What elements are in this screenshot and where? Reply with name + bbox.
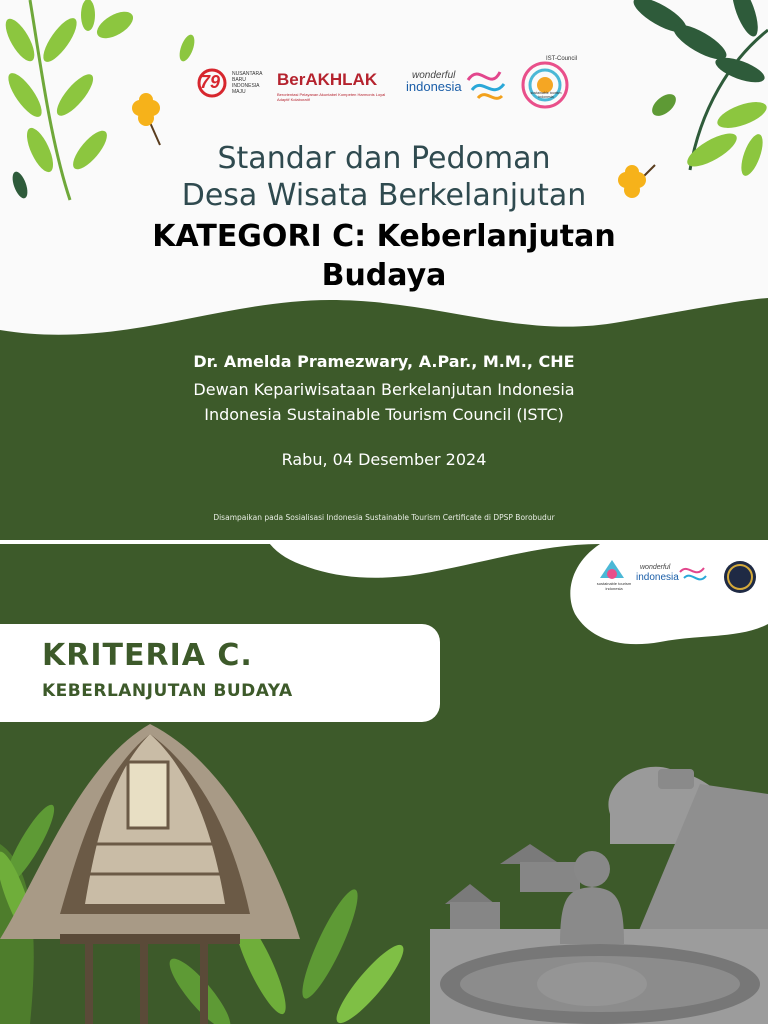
criteria-subheading: KEBERLANJUTAN BUDAYA (42, 681, 293, 701)
borobudur-temple-illustration (430, 767, 768, 1024)
footnote: Disampaikan pada Sosialisasi Indonesia Sustainable Tourism Certificate di DPSP Borobudur (213, 513, 555, 522)
organization-line-2: Indonesia Sustainable Tourism Council (ISTC) (204, 405, 564, 424)
category-line-2: Budaya (321, 258, 447, 293)
anniversary-text: NUSANTARA BARU INDONESIA MAJU (232, 71, 263, 95)
istc-label: IST-Council (546, 56, 578, 62)
criteria-slide (0, 544, 768, 1024)
title-line-1: Standar dan Pedoman (217, 141, 551, 176)
slide2-wonderful-label: wonderful (640, 564, 671, 571)
ministry-emblem-icon (724, 561, 756, 593)
slide2-background (0, 544, 768, 1024)
slide2-indonesia-label: indonesia (636, 572, 679, 583)
author-name: Dr. Amelda Pramezwary, A.Par., M.M., CHE (193, 352, 575, 371)
anniversary-number: 79 (200, 72, 221, 92)
criteria-card (0, 624, 440, 722)
organization-line-1: Dewan Kepariwisataan Berkelanjutan Indonesia (193, 380, 575, 399)
criteria-heading: KRITERIA C. (42, 638, 253, 673)
flower-left-icon (132, 93, 160, 145)
indonesia-label: indonesia (406, 79, 462, 94)
title-line-2: Desa Wisata Berkelanjutan (181, 178, 587, 213)
slide2-sustainable-label: sustainable tourism indonesia (596, 581, 632, 591)
istc-sustainable-label: sustainable tourism indonesia (530, 91, 562, 99)
berakhlak-logo: BerAKHLAK (277, 70, 378, 89)
category-line-1: KATEGORI C: Keberlanjutan (152, 219, 616, 254)
presentation-date: Rabu, 04 Desember 2024 (281, 450, 487, 469)
wonderful-label: wonderful (412, 70, 456, 81)
wonderful-indonesia-logo-icon (468, 72, 504, 98)
berakhlak-tagline: Berorientasi Pelayanan Akuntabel Kompeten Harmonis Loyal Adaptif Kolaboratif (277, 92, 386, 102)
istc-logo-icon (523, 63, 567, 107)
